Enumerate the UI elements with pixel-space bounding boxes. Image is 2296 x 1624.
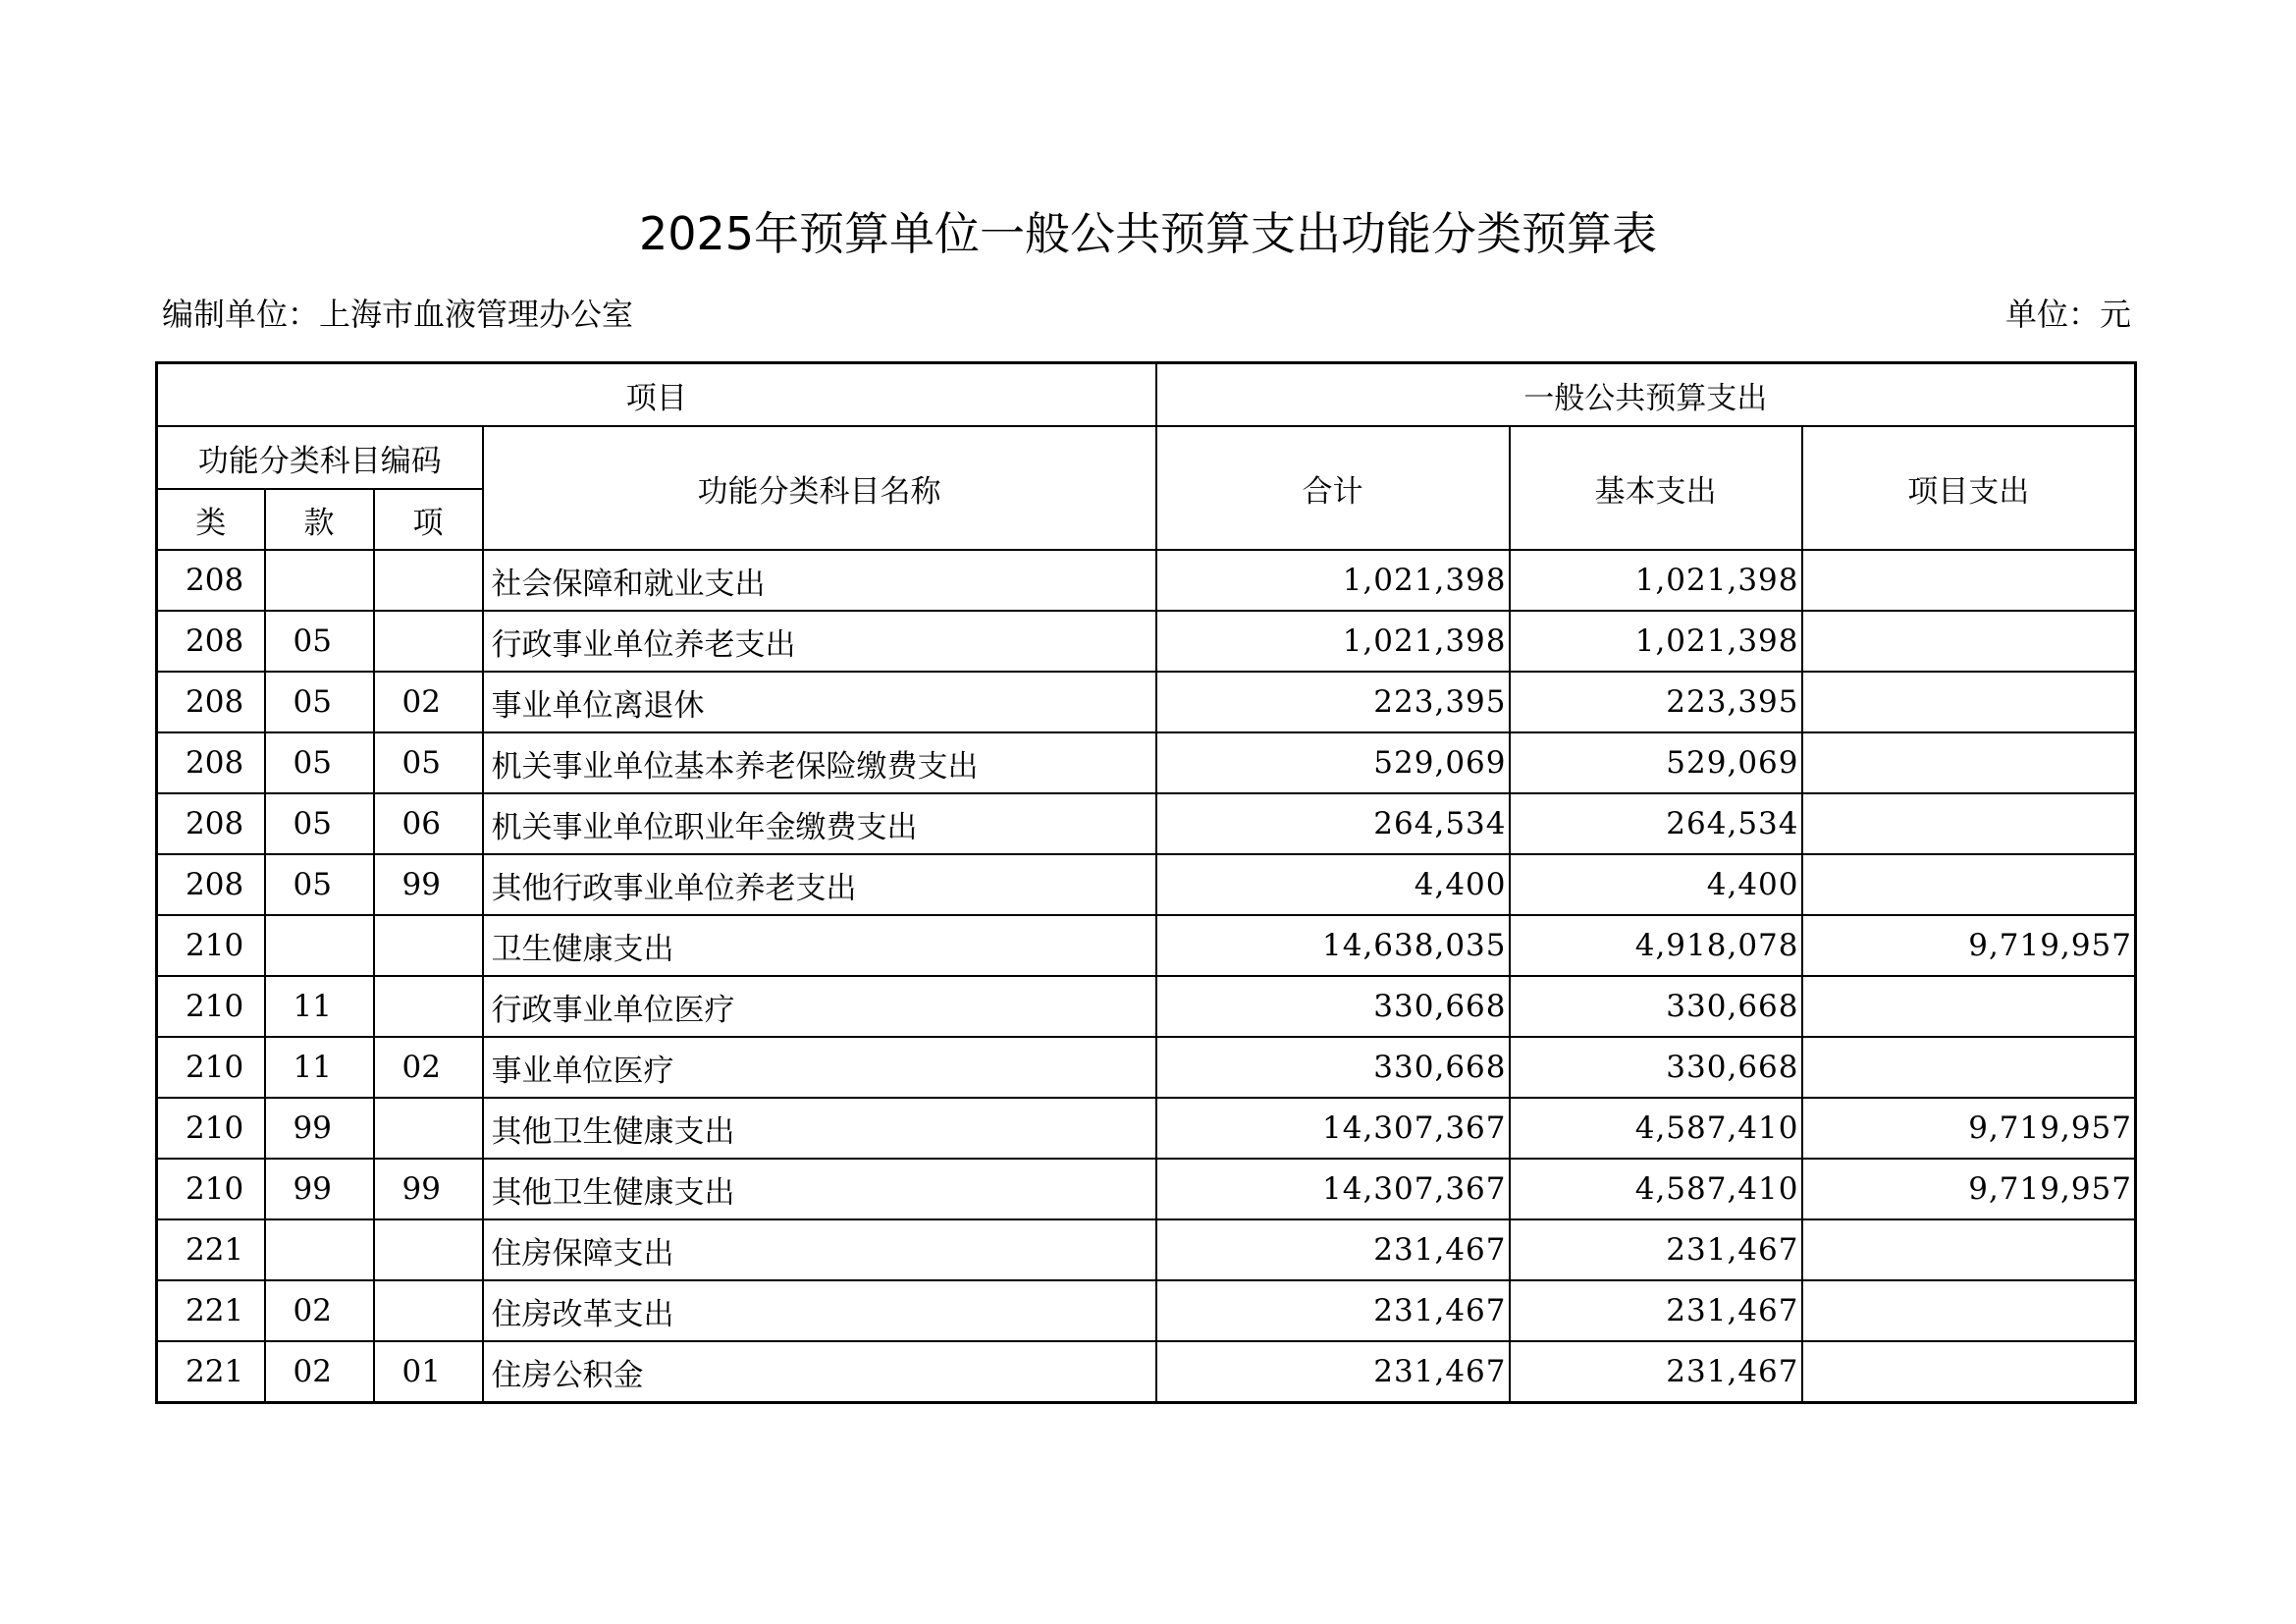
cell-subject-name: 行政事业单位医疗	[483, 976, 1156, 1037]
cell-lei: 210	[157, 1159, 265, 1219]
cell-kuan	[265, 550, 374, 611]
cell-kuan: 02	[265, 1341, 374, 1403]
cell-xiang	[374, 550, 483, 611]
cell-project: 9,719,957	[1802, 1098, 2136, 1159]
cell-xiang	[374, 611, 483, 672]
cell-basic: 223,395	[1510, 672, 1802, 732]
cell-total: 223,395	[1156, 672, 1510, 732]
cell-lei: 208	[157, 793, 265, 854]
unit-label: 单位：元	[2004, 296, 2131, 333]
cell-total: 14,307,367	[1156, 1159, 1510, 1219]
cell-lei: 208	[157, 611, 265, 672]
cell-subject-name: 住房公积金	[483, 1341, 1156, 1403]
cell-kuan: 11	[265, 1037, 374, 1098]
cell-total: 231,467	[1156, 1280, 1510, 1341]
cell-project: 9,719,957	[1802, 915, 2136, 976]
page-title: 2025年预算单位一般公共预算支出功能分类预算表	[638, 207, 1658, 260]
table-row	[157, 1098, 2136, 1159]
cell-kuan: 11	[265, 976, 374, 1037]
cell-basic: 330,668	[1510, 1037, 1802, 1098]
cell-lei: 210	[157, 1098, 265, 1159]
cell-total: 1,021,398	[1156, 550, 1510, 611]
header-code-group: 功能分类科目编码	[157, 426, 483, 489]
cell-basic: 4,587,410	[1510, 1159, 1802, 1219]
header-subject-name: 功能分类科目名称	[483, 426, 1156, 550]
cell-project	[1802, 1341, 2136, 1403]
budget-table	[155, 361, 2137, 1404]
table-row	[157, 732, 2136, 793]
cell-subject-name: 住房改革支出	[483, 1280, 1156, 1341]
cell-xiang: 02	[374, 672, 483, 732]
cell-lei: 208	[157, 550, 265, 611]
cell-project	[1802, 854, 2136, 915]
table-row	[157, 1341, 2136, 1403]
cell-project	[1802, 976, 2136, 1037]
cell-xiang: 01	[374, 1341, 483, 1403]
table-row	[157, 1159, 2136, 1219]
cell-basic: 330,668	[1510, 976, 1802, 1037]
cell-project	[1802, 1037, 2136, 1098]
table-row	[157, 793, 2136, 854]
cell-kuan	[265, 915, 374, 976]
cell-subject-name: 事业单位医疗	[483, 1037, 1156, 1098]
header-xiang: 项	[374, 489, 483, 550]
cell-total: 231,467	[1156, 1219, 1510, 1280]
cell-project	[1802, 732, 2136, 793]
cell-lei: 208	[157, 672, 265, 732]
cell-project	[1802, 1280, 2136, 1341]
cell-project	[1802, 672, 2136, 732]
table-row	[157, 672, 2136, 732]
cell-basic: 231,467	[1510, 1341, 1802, 1403]
cell-kuan: 05	[265, 611, 374, 672]
cell-subject-name: 社会保障和就业支出	[483, 550, 1156, 611]
cell-subject-name: 事业单位离退休	[483, 672, 1156, 732]
table-row	[157, 1280, 2136, 1341]
cell-total: 14,638,035	[1156, 915, 1510, 976]
cell-kuan: 05	[265, 793, 374, 854]
cell-subject-name: 住房保障支出	[483, 1219, 1156, 1280]
cell-kuan	[265, 1219, 374, 1280]
cell-lei: 208	[157, 732, 265, 793]
table-row	[157, 915, 2136, 976]
cell-subject-name: 机关事业单位职业年金缴费支出	[483, 793, 1156, 854]
cell-kuan: 99	[265, 1159, 374, 1219]
cell-xiang	[374, 976, 483, 1037]
cell-project: 9,719,957	[1802, 1159, 2136, 1219]
cell-xiang: 06	[374, 793, 483, 854]
cell-kuan: 05	[265, 732, 374, 793]
cell-xiang	[374, 1280, 483, 1341]
cell-kuan: 05	[265, 854, 374, 915]
header-project-exp: 项目支出	[1802, 426, 2136, 550]
cell-basic: 4,400	[1510, 854, 1802, 915]
cell-lei: 210	[157, 915, 265, 976]
prepared-by-label: 编制单位：上海市血液管理办公室	[162, 296, 634, 333]
table-row	[157, 1219, 2136, 1280]
cell-lei: 221	[157, 1219, 265, 1280]
header-basic: 基本支出	[1510, 426, 1802, 550]
cell-total: 1,021,398	[1156, 611, 1510, 672]
cell-subject-name: 其他卫生健康支出	[483, 1159, 1156, 1219]
cell-total: 330,668	[1156, 976, 1510, 1037]
cell-xiang	[374, 1219, 483, 1280]
cell-lei: 210	[157, 976, 265, 1037]
table-row	[157, 1037, 2136, 1098]
cell-total: 529,069	[1156, 732, 1510, 793]
cell-project	[1802, 550, 2136, 611]
header-kuan: 款	[265, 489, 374, 550]
cell-total: 14,307,367	[1156, 1098, 1510, 1159]
cell-xiang: 99	[374, 854, 483, 915]
cell-lei: 210	[157, 1037, 265, 1098]
cell-kuan: 05	[265, 672, 374, 732]
header-general-expenditure: 一般公共预算支出	[1156, 363, 2136, 427]
table-row	[157, 854, 2136, 915]
cell-total: 330,668	[1156, 1037, 1510, 1098]
header-lei: 类	[157, 489, 265, 550]
table-row	[157, 976, 2136, 1037]
cell-subject-name: 行政事业单位养老支出	[483, 611, 1156, 672]
cell-lei: 208	[157, 854, 265, 915]
cell-subject-name: 卫生健康支出	[483, 915, 1156, 976]
cell-xiang	[374, 915, 483, 976]
cell-total: 264,534	[1156, 793, 1510, 854]
cell-subject-name: 机关事业单位基本养老保险缴费支出	[483, 732, 1156, 793]
cell-lei: 221	[157, 1341, 265, 1403]
cell-basic: 231,467	[1510, 1280, 1802, 1341]
cell-subject-name: 其他行政事业单位养老支出	[483, 854, 1156, 915]
cell-total: 4,400	[1156, 854, 1510, 915]
cell-total: 231,467	[1156, 1341, 1510, 1403]
cell-xiang: 02	[374, 1037, 483, 1098]
cell-basic: 231,467	[1510, 1219, 1802, 1280]
cell-subject-name: 其他卫生健康支出	[483, 1098, 1156, 1159]
cell-basic: 264,534	[1510, 793, 1802, 854]
cell-basic: 4,587,410	[1510, 1098, 1802, 1159]
table-row	[157, 611, 2136, 672]
cell-xiang	[374, 1098, 483, 1159]
cell-basic: 1,021,398	[1510, 550, 1802, 611]
header-project: 项目	[157, 363, 1156, 427]
cell-project	[1802, 1219, 2136, 1280]
cell-project	[1802, 611, 2136, 672]
cell-kuan: 02	[265, 1280, 374, 1341]
cell-basic: 1,021,398	[1510, 611, 1802, 672]
cell-basic: 529,069	[1510, 732, 1802, 793]
cell-basic: 4,918,078	[1510, 915, 1802, 976]
cell-lei: 221	[157, 1280, 265, 1341]
cell-xiang: 99	[374, 1159, 483, 1219]
table-row	[157, 550, 2136, 611]
cell-xiang: 05	[374, 732, 483, 793]
cell-project	[1802, 793, 2136, 854]
header-total: 合计	[1156, 426, 1510, 550]
cell-kuan: 99	[265, 1098, 374, 1159]
